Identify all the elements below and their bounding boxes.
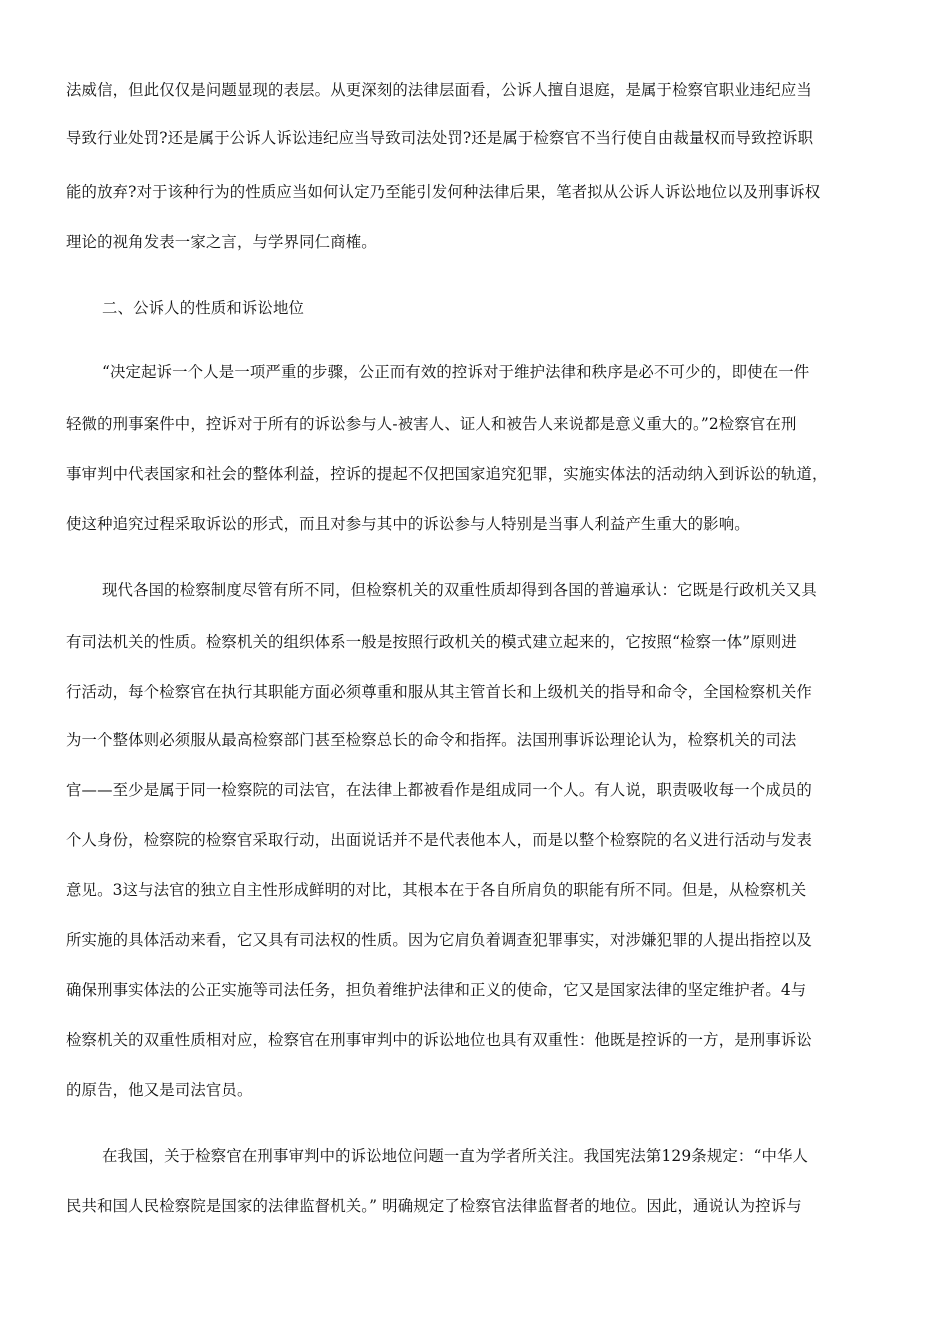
paragraph-line: 个人身份，检察院的检察官采取行动，出面说话并不是代表他本人，而是以整个检察院的名义进行活动与发表 [66, 831, 812, 849]
section-heading: 二、公诉人的性质和诉讼地位 [102, 299, 305, 317]
paragraph-line: 能的放弃?对于该种行为的性质应当如何认定乃至能引发何种法律后果，笔者拟从公诉人诉讼地位以及刑事诉权 [66, 183, 821, 201]
paragraph-line: 有司法机关的性质。检察机关的组织体系一般是按照行政机关的模式建立起来的，它按照“检察一体”原则进 [66, 633, 797, 651]
paragraph-line: 确保刑事实体法的公正实施等司法任务，担负着维护法律和正义的使命，它又是国家法律的坚定维护者。4与 [66, 981, 807, 999]
paragraph-line: 为一个整体则必须服从最高检察部门甚至检察总长的命令和指挥。法国刑事诉讼理论认为，检察机关的司法 [66, 731, 797, 749]
paragraph-line: 所实施的具体活动来看，它又具有司法权的性质。因为它肩负着调查犯罪事实，对涉嫌犯罪的人提出指控以及 [66, 931, 812, 949]
paragraph-line: 行活动，每个检察官在执行其职能方面必须尊重和服从其主管首长和上级机关的指导和命令，全国检察机关作 [66, 683, 812, 701]
paragraph-line: 官——至少是属于同一检察院的司法官，在法律上都被看作是组成同一个人。有人说，职责吸收每一个成员的 [66, 781, 812, 799]
paragraph-line: 在我国，关于检察官在刑事审判中的诉讼地位问题一直为学者所关注。我国宪法第129条规定：“中华人 [102, 1147, 809, 1165]
paragraph-line: “决定起诉一个人是一项严重的步骤，公正而有效的控诉对于维护法律和秩序是必不可少的，即使在一件 [102, 363, 810, 381]
paragraph-line: 轻微的刑事案件中，控诉对于所有的诉讼参与人-被害人、证人和被告人来说都是意义重大的。”2检察官在刑 [66, 415, 797, 433]
paragraph-line: 理论的视角发表一家之言，与学界同仁商榷。 [66, 233, 377, 251]
paragraph-line: 民共和国人民检察院是国家的法律监督机关。” 明确规定了检察官法律监督者的地位。因此，通说认为控诉与 [66, 1197, 802, 1215]
paragraph-line: 意见。3这与法官的独立自主性形成鲜明的对比，其根本在于各自所肩负的职能有所不同。但是，从检察机关 [66, 881, 807, 899]
paragraph-line: 法威信，但此仅仅是问题显现的表层。从更深刻的法律层面看，公诉人擅自退庭，是属于检察官职业违纪应当 [66, 81, 812, 99]
paragraph-line: 检察机关的双重性质相对应，检察官在刑事审判中的诉讼地位也具有双重性：他既是控诉的一方，是刑事诉讼 [66, 1031, 812, 1049]
paragraph-line: 导致行业处罚?还是属于公诉人诉讼违纪应当导致司法处罚?还是属于检察官不当行使自由裁量权而导致控诉职 [66, 129, 814, 147]
paragraph-line: 使这种追究过程采取诉讼的形式，而且对参与其中的诉讼参与人特别是当事人利益产生重大的影响。 [66, 515, 750, 533]
paragraph-line: 现代各国的检察制度尽管有所不同，但检察机关的双重性质却得到各国的普遍承认：它既是行政机关又具 [102, 581, 817, 599]
paragraph-line: 的原告，他又是司法官员。 [66, 1081, 253, 1099]
paragraph-line: 事审判中代表国家和社会的整体利益，控诉的提起不仅把国家追究犯罪，实施实体法的活动纳入到诉讼的轨道， [66, 465, 828, 483]
